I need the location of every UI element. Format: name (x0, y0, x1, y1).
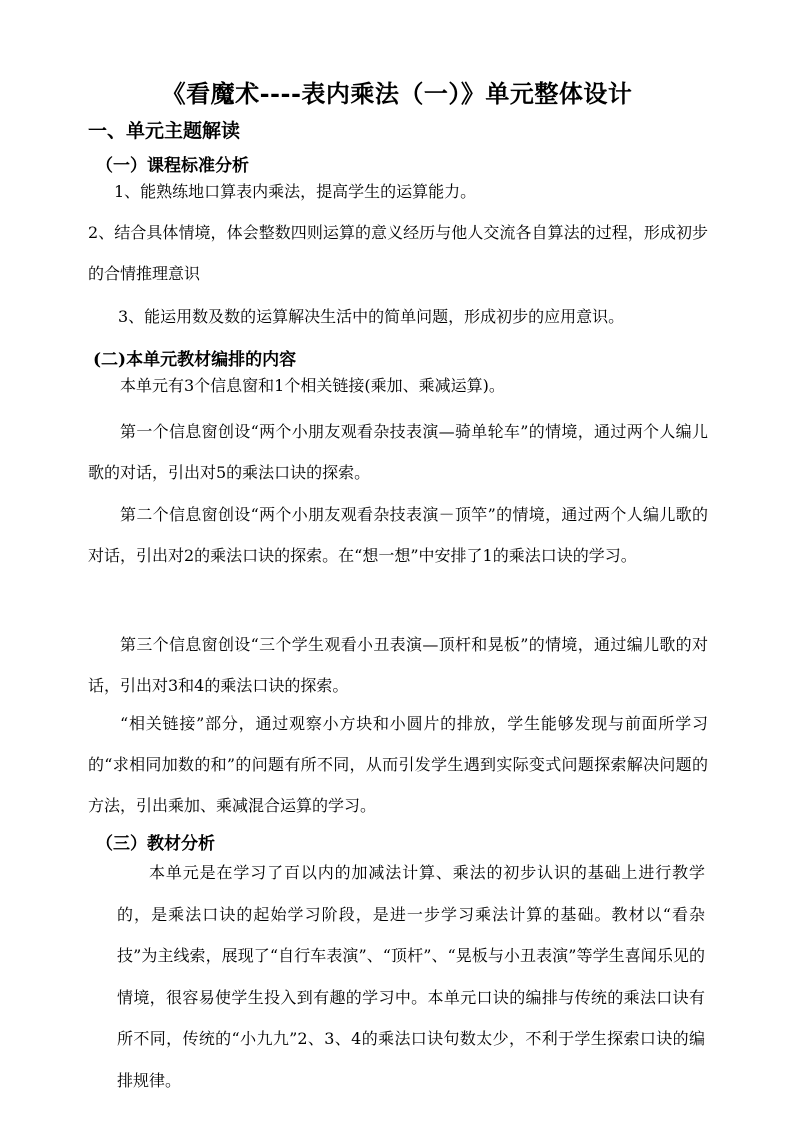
standard-item-1: 1、能熟练地口算表内乘法，提高学生的运算能力。 (114, 182, 477, 201)
arrangement-paragraph-4: 第三个信息窗创设“三个学生观看小丑表演—顶杆和晃板”的情境，通过编儿歌的对话，引出对3和4的乘法口诀的探索。 (88, 635, 708, 695)
subsection-heading-textbook-arrangement: (二)本单元教材编排的内容 (93, 350, 297, 370)
analysis-paragraph: 本单元是在学习了百以内的加减法计算、乘法的初步认识的基础上进行教学的，是乘法口诀的起始学习阶段，是进一步学习乘法计算的基础。教材以“看杂技”为主线索，展现了“自行车表演”、“顶杆”、“晃板与小丑表演”等学生喜闻乐见的情境，很容易使学生投入到有趣的学习中。本单元口诀的编排与传统的乘法口诀有所不同，传统的“小九九”2、3、4的乘法口诀句数太少，不利于学生探索口诀的编排规律。 (117, 863, 705, 1090)
document-title: 《看魔术----表内乘法（一）》单元整体设计 (161, 79, 633, 108)
arrangement-paragraph-2: 第一个信息窗创设“两个小朋友观看杂技表演—骑单轮车”的情境，通过两个人编儿歌的对话，引出对5的乘法口诀的探索。 (88, 422, 708, 482)
subsection-heading-textbook-analysis: （三）教材分析 (96, 834, 215, 854)
standard-item-2: 2、结合具体情境，体会整数四则运算的意义经历与他人交流各自算法的过程，形成初步的合情推理意识 (88, 223, 708, 283)
arrangement-paragraph-1: 本单元有3个信息窗和1个相关链接(乘加、乘减运算)。 (120, 376, 505, 395)
arrangement-paragraph-5: “相关链接”部分，通过观察小方块和小圆片的排放，学生能够发现与前面所学习的“求相同加数的和”的问题有所不同，从而引发学生遇到实际变式问题探索解决问题的方法，引出乘加、乘减混合运算的学习。 (88, 714, 708, 815)
arrangement-paragraph-3: 第二个信息窗创设“两个小朋友观看杂技表演－顶竿”的情境，通过两个人编儿歌的对话，引出对2的乘法口诀的探索。在“想一想”中安排了1的乘法口诀的学习。 (88, 505, 708, 565)
section-heading-unit-theme: 一、单元主题解读 (88, 120, 241, 142)
standard-item-3: 3、能运用数及数的运算解决生活中的简单问题，形成初步的应用意识。 (118, 307, 625, 326)
subsection-heading-curriculum-standards: （一）课程标准分析 (96, 156, 249, 176)
